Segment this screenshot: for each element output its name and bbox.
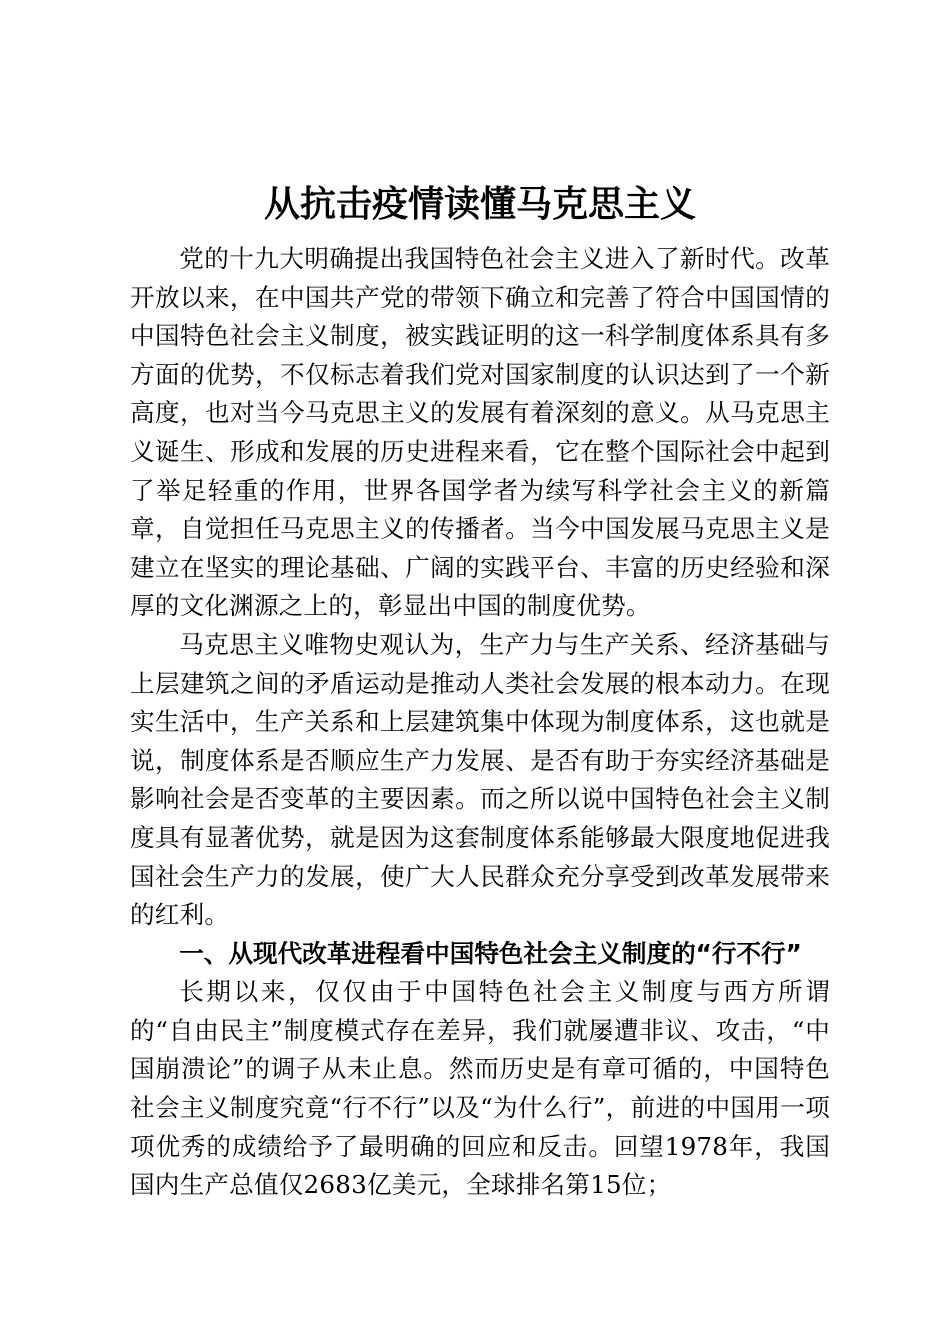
paragraph-2: 马克思主义唯物史观认为，生产力与生产关系、经济基础与上层建筑之间的矛盾运动是推动人类社会发展的根本动力。在现实生活中，生产关系和上层建筑集中体现为制度体系，这也就是说，制度体系是否顺应生产力发展、是否有助于夯实经济基础是影响社会是否变革的主要因素。而之所以说中国特色社会主义制度具有显著优势，就是因为这套制度体系能够最大限度地促进我国社会生产力的发展，使广大人民群众充分享受到改革发展带来的红利。 [130,629,830,930]
document-page [130,176,830,1205]
paragraph-1: 党的十九大明确提出我国特色社会主义进入了新时代。改革开放以来，在中国共产党的带领下确立和完善了符合中国国情的中国特色社会主义制度，被实践证明的这一科学制度体系具有多方面的优势，不仅标志着我们党对国家制度的认识达到了一个新高度，也对当今马克思主义的发展有着深刻的意义。从马克思主义诞生、形成和发展的历史进程来看，它在整个国际社会中起到了举足轻重的作用，世界各国学者为续写科学社会主义的新篇章，自觉担任马克思主义的传播者。当今中国发展马克思主义是建立在坚实的理论基础、广阔的实践平台、丰富的历史经验和深厚的文化渊源之上的，彰显出中国的制度优势。 [130,244,830,621]
section-1-heading: 一、从现代改革进程看中国特色社会主义制度的“行不行” [179,938,802,968]
paragraph-3: 长期以来，仅仅由于中国特色社会主义制度与西方所谓的“自由民主”制度模式存在差异，我们就屡遭非议、攻击，“中国崩溃论”的调子从未止息。然而历史是有章可循的，中国特色社会主义制度究竟“行不行”以及“为什么行”，前进的中国用一项项优秀的成绩给予了最明确的回应和反击。回望1978年，我国国内生产总值仅2683亿美元，全球排名第15位； [130,977,830,1200]
document-title: 从抗击疫情读懂马克思主义 [263,183,696,225]
